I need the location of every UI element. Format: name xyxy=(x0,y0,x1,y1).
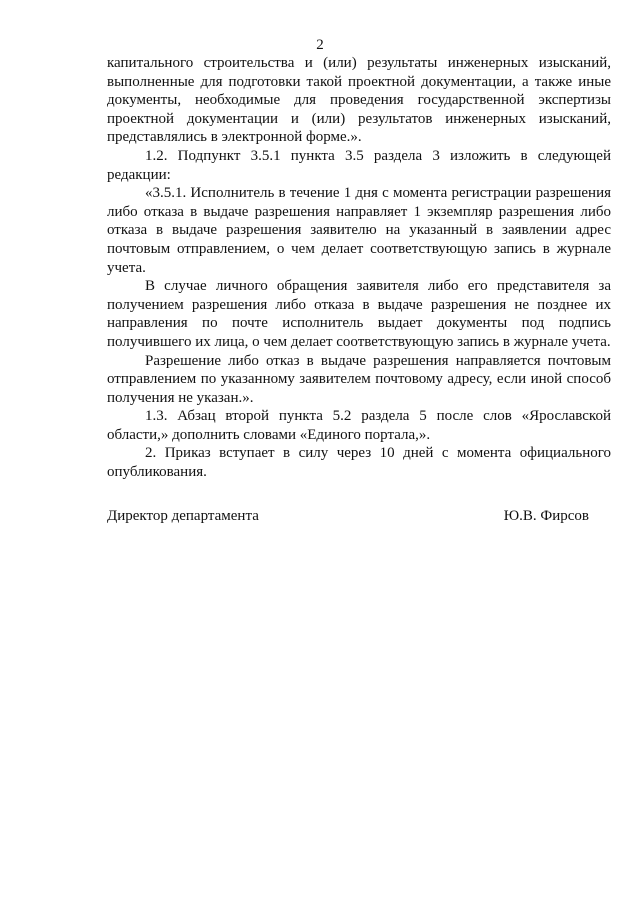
document-body xyxy=(107,54,611,482)
signature-block xyxy=(107,507,589,525)
paragraph-item-2: 2. Приказ вступает в силу через 10 дней с момента официального опубликования. xyxy=(107,445,611,481)
signatory-position: Директор департамента xyxy=(107,508,259,524)
paragraph-item-1-3: 1.3. Абзац второй пункта 5.2 раздела 5 после слов «Ярославской области,» дополнить словами «Единого портала,». xyxy=(107,408,611,443)
page-number: 2 xyxy=(316,37,324,53)
paragraph-postal-delivery: Разрешение либо отказ в выдаче разрешения направляется почтовым отправлением по указанному заявителем почтовому адресу, если иной способ получения не указан.». xyxy=(107,352,611,406)
signatory-name: Ю.В. Фирсов xyxy=(503,508,589,524)
paragraph-quote-3-5-1: «3.5.1. Исполнитель в течение 1 дня с момента регистрации разрешения либо отказа в выдаче разрешения направляет 1 экземпляр разрешения либо отказа в выдаче разрешения заявителю на указанный в заявлении адрес почтовым отправлением, о чем делает соответствующую запись в журнале учета. xyxy=(107,185,611,276)
paragraph-personal-request: В случае личного обращения заявителя либо его представителя за получением разрешения либо отказа в выдаче разрешения не позднее их направления по почте исполнитель выдает документы под подпись получившего их лица, о чем делает соответствующую запись в журнале учета. xyxy=(107,278,611,350)
paragraph-continuation: капитального строительства и (или) результаты инженерных изысканий, выполненные для подготовки такой проектной документации, а также иные документы, необходимые для проведения государственной экспертизы проектной документации и (или) результатов инженерных изысканий, представлялись в электронной форме.». xyxy=(107,55,611,146)
paragraph-item-1-2: 1.2. Подпункт 3.5.1 пункта 3.5 раздела 3 изложить в следующей редакции: xyxy=(107,147,611,183)
